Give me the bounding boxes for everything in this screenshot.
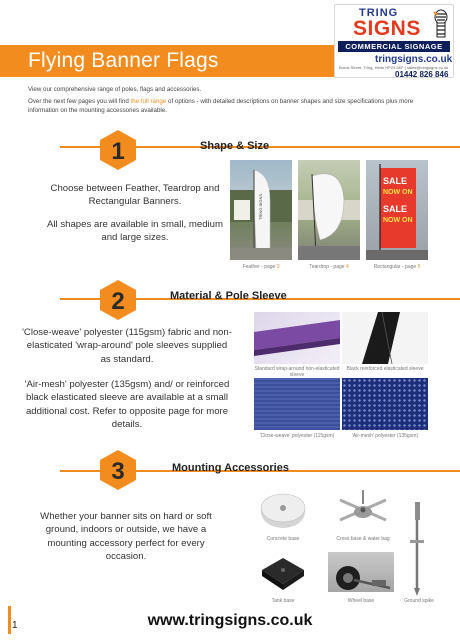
wrap-around-sleeve-photo xyxy=(254,312,340,364)
section-2-number-badge xyxy=(100,280,136,320)
concrete-base-photo xyxy=(256,486,310,534)
logo-zebra-figure-icon xyxy=(431,9,451,39)
tank-base-photo xyxy=(256,552,310,592)
ground-spike-photo xyxy=(402,500,432,596)
footer-url-link[interactable]: www.tringsigns.co.uk xyxy=(147,612,313,629)
intro-link-full-range[interactable]: the full range xyxy=(130,98,167,105)
caption-concrete-base: Concrete base xyxy=(266,536,300,542)
section-2-title: Material & Pole Sleeve xyxy=(170,290,287,302)
caption-wrap-around-sleeve: Standard wrap-around non-elasticated sleeve xyxy=(254,366,340,378)
section-1-text-2: All shapes are available in small, medium and large sizes. xyxy=(47,219,223,244)
logo-signs-text: SIGNS xyxy=(353,17,421,40)
intro-line-2 xyxy=(28,98,438,116)
caption-tank-base: Tank base xyxy=(271,598,295,604)
caption-ground-spike: Ground spike xyxy=(404,598,434,604)
logo-tring-text: TRING xyxy=(359,7,399,19)
svg-text:TRING SIGNS: TRING SIGNS xyxy=(258,193,263,220)
logo-commercial-text: COMMERCIAL SIGNAGE xyxy=(345,42,443,51)
caption-close-weave: 'Close-weave' polyester (115gsm) xyxy=(259,433,335,439)
intro-line-2-post: of options - with detailed descriptions on banner shapes and size specifications plus more information on the mounting accessories available. xyxy=(28,98,414,114)
logo-url-text: tringsigns.co.uk xyxy=(375,54,453,65)
caption-feather: Feather - page 3 xyxy=(242,264,280,270)
section-2-number: 2 xyxy=(111,288,125,315)
caption-cross-base: Cross base & water bag xyxy=(336,536,390,542)
caption-rectangular: Rectangular - page 5 xyxy=(373,264,421,270)
svg-text:NOW ON: NOW ON xyxy=(383,189,413,196)
svg-text:SALE: SALE xyxy=(383,176,408,186)
wheel-base-photo xyxy=(328,552,394,592)
air-mesh-polyester-photo xyxy=(342,378,428,430)
section-2-text: 'Close-weave' polyester (115gsm) fabric and non-elasticated 'wrap-around' pole sleeves supplied as standard. xyxy=(22,327,232,365)
section-3-number: 3 xyxy=(111,458,125,485)
caption-air-mesh: 'Air-mesh' polyester (135gsm) xyxy=(351,433,419,439)
title-bar xyxy=(0,45,368,77)
caption-teardrop: Teardrop - page 4 xyxy=(309,264,349,270)
section-3-title: Mounting Accessories xyxy=(172,462,289,474)
section-1-number: 1 xyxy=(111,138,125,165)
intro-line-1: View our comprehensive range of poles, flags and accessories. xyxy=(28,86,202,93)
intro-line-2-pre: Over the next few pages you will find xyxy=(28,98,131,105)
caption-black-reinforced-sleeve: Black reinforced elasticated sleeve xyxy=(346,366,424,372)
section-2-text-2: 'Air-mesh' polyester (135gsm) and/ or reinforced black elasticated sleeve are available at a small additional cost. Refer to opposite page for more details. xyxy=(24,379,230,431)
section-1-text: Choose between Feather, Teardrop and Rectangular Banners. xyxy=(50,183,220,208)
svg-text:SALE: SALE xyxy=(383,204,408,214)
caption-wheel-base: Wheel base xyxy=(347,598,375,604)
section-1-number-badge xyxy=(100,130,136,170)
teardrop-banner-photo xyxy=(298,160,360,260)
logo-phone-text: 01442 826 846 xyxy=(395,70,449,78)
svg-text:NOW ON: NOW ON xyxy=(383,217,413,224)
black-reinforced-sleeve-photo xyxy=(342,312,428,364)
section-3-number-badge xyxy=(100,450,136,490)
feather-banner-photo xyxy=(230,160,292,260)
tring-signs-logo xyxy=(334,4,454,78)
page-number: 1 xyxy=(12,620,18,631)
cross-base-photo xyxy=(332,486,394,534)
rectangular-banner-photo xyxy=(366,160,428,260)
logo-address-text: Brook Street, Tring, Herts HP23 5EF | sales@tringsigns.co.uk xyxy=(339,65,449,70)
close-weave-polyester-photo xyxy=(254,378,340,430)
section-1-title: Shape & Size xyxy=(200,140,270,152)
section-3-text: Whether your banner sits on hard or soft ground, indoors or outside, we have a mounting accessory perfect for every occasion. xyxy=(40,511,212,563)
page-title: Flying Banner Flags xyxy=(28,49,219,72)
